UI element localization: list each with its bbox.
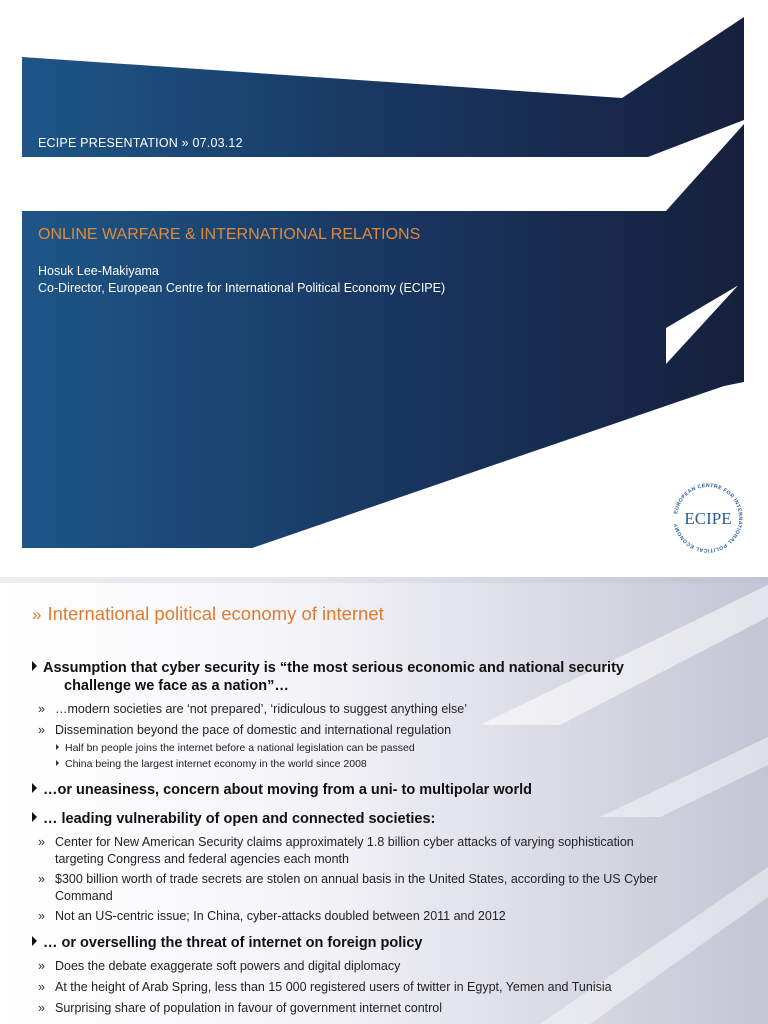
sub-bullet-chevron-icon: » — [38, 723, 45, 737]
sub-bullet: » Center for New American Security claims approximately 1.8 billion cyber attacks of varying sophistication targeting Congress and federal agencies each month — [38, 835, 634, 866]
sub-bullet-chevron-icon: » — [38, 702, 45, 716]
sub-bullet-chevron-icon: » — [38, 959, 45, 973]
heading-chevron-icon: » — [32, 605, 42, 624]
sub-bullet-chevron-icon: » — [38, 1001, 45, 1015]
presentation-title: ONLINE WARFARE & INTERNATIONAL RELATIONS — [38, 226, 421, 243]
bullet-assumption: Assumption that cyber security is “the most serious economic and national security challenge we face as a nation”… — [32, 659, 712, 695]
sub-bullet-chevron-icon: » — [38, 872, 45, 886]
presentation-label: ECIPE PRESENTATION » 07.03.12 — [38, 136, 243, 150]
author-name: Hosuk Lee-Makiyama — [38, 264, 159, 278]
sub-sub-bullet-icon — [56, 760, 59, 766]
bullet-triangle-icon — [32, 936, 37, 946]
section-heading-text: International political economy of internet — [47, 603, 384, 624]
section-heading — [32, 603, 384, 625]
sub-sub-bullet-icon — [56, 744, 59, 750]
bullet-triangle-icon — [32, 783, 37, 793]
sub-bullet-chevron-icon: » — [38, 909, 45, 923]
logo-ring-text: EUROPEAN CENTRE FOR INTERNATIONAL POLITICAL ECONOMY — [673, 482, 744, 554]
logo-wordmark: ECIPE — [684, 509, 732, 528]
sub-bullet: » …modern societies are ‘not prepared’, ‘ridiculous to suggest anything else’ — [38, 702, 468, 716]
content-slide-background — [0, 577, 768, 1024]
content-slide — [0, 577, 768, 1024]
bullet-triangle-icon — [32, 661, 37, 671]
sub-bullet: » $300 billion worth of trade secrets are stolen on annual basis in the United States, according to the US Cyber Command — [38, 872, 658, 903]
sub-bullet: » Does the debate exaggerate soft powers and digital diplomacy — [38, 959, 401, 973]
sub-sub-bullet: Half bn people joins the internet before a national legislation can be passed — [56, 742, 415, 755]
bullet-multipolar: …or uneasiness, concern about moving from a uni- to multipolar world — [32, 781, 712, 799]
sub-bullet: » Dissemination beyond the pace of domestic and international regulation — [38, 723, 452, 737]
sub-bullet: » Not an US-centric issue; In China, cyber-attacks doubled between 2011 and 2012 — [38, 909, 506, 923]
author-role: Co-Director, European Centre for International Political Economy (ECIPE) — [38, 281, 446, 295]
sub-bullet: » Surprising share of population in favour of government internet control — [38, 1001, 443, 1015]
sub-bullet-chevron-icon: » — [38, 835, 45, 849]
ecipe-logo — [670, 480, 746, 556]
sub-bullet: » At the height of Arab Spring, less than 15 000 registered users of twitter in Egypt, Yemen and Tunisia — [38, 980, 612, 994]
bullet-overselling: … or overselling the threat of internet on foreign policy — [32, 934, 712, 952]
sub-bullet-chevron-icon: » — [38, 980, 45, 994]
bullet-vulnerability: … leading vulnerability of open and connected societies: — [32, 810, 712, 828]
bullet-triangle-icon — [32, 812, 37, 822]
sub-sub-bullet: China being the largest internet economy in the world since 2008 — [56, 758, 367, 771]
